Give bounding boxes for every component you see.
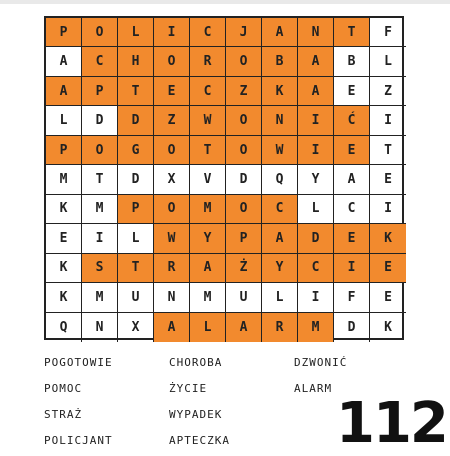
- grid-cell[interactable]: W: [190, 106, 226, 135]
- word-list-item: CHOROBA: [169, 356, 223, 369]
- grid-cell[interactable]: P: [118, 195, 154, 224]
- grid-cell[interactable]: P: [46, 136, 82, 165]
- grid-cell[interactable]: K: [384, 319, 392, 335]
- grid-cell[interactable]: W: [154, 224, 190, 253]
- grid-cell[interactable]: P: [46, 18, 82, 47]
- grid-cell[interactable]: C: [298, 254, 334, 283]
- grid-cell[interactable]: Y: [298, 165, 334, 194]
- grid-cell[interactable]: A: [298, 47, 334, 76]
- grid-cell[interactable]: E: [334, 224, 370, 253]
- word-list-item: APTECZKA: [169, 434, 230, 447]
- word-list-item: ALARM: [294, 382, 333, 395]
- grid-cell[interactable]: I: [298, 136, 334, 165]
- grid-cell[interactable]: Z: [154, 106, 190, 135]
- grid-cell[interactable]: I: [370, 195, 406, 224]
- grid-cell[interactable]: S: [82, 254, 118, 283]
- grid-cell[interactable]: T: [334, 18, 370, 47]
- grid-cell[interactable]: K: [46, 254, 82, 283]
- grid-cell[interactable]: N: [262, 106, 298, 135]
- grid-cell[interactable]: K: [262, 77, 298, 106]
- grid-cell[interactable]: J: [226, 18, 262, 47]
- grid-cell[interactable]: Ż: [226, 254, 262, 283]
- grid-cell[interactable]: M: [82, 283, 118, 312]
- grid-cell[interactable]: X: [154, 165, 190, 194]
- grid-cell[interactable]: R: [154, 254, 190, 283]
- grid-cell[interactable]: Ć: [334, 106, 370, 135]
- grid-cell[interactable]: K: [370, 224, 406, 253]
- grid-cell[interactable]: A: [298, 77, 334, 106]
- emergency-number: 112: [336, 391, 447, 456]
- grid-cell[interactable]: C: [190, 77, 226, 106]
- grid-cell[interactable]: D: [118, 106, 154, 135]
- grid-cell[interactable]: Y: [190, 224, 226, 253]
- grid-cell[interactable]: T: [118, 77, 154, 106]
- grid-cell[interactable]: H: [118, 47, 154, 76]
- grid-cell[interactable]: R: [190, 47, 226, 76]
- grid-cell[interactable]: T: [82, 165, 118, 194]
- grid-cell[interactable]: A: [262, 224, 298, 253]
- grid-cell[interactable]: E: [370, 254, 406, 283]
- grid-cell[interactable]: G: [118, 136, 154, 165]
- grid-cell[interactable]: Y: [262, 254, 298, 283]
- grid-cell[interactable]: P: [226, 224, 262, 253]
- grid-cell[interactable]: L: [262, 283, 298, 312]
- top-bar: [0, 0, 450, 4]
- grid-cell[interactable]: E: [334, 136, 370, 165]
- grid-cell[interactable]: D: [118, 165, 154, 194]
- grid-cell[interactable]: A: [46, 47, 82, 76]
- grid-cell[interactable]: L: [118, 224, 154, 253]
- word-list-item: WYPADEK: [169, 408, 223, 421]
- grid-cell[interactable]: B: [334, 47, 370, 76]
- word-list-item: STRAŻ: [44, 408, 83, 421]
- grid-cell[interactable]: C: [190, 18, 226, 47]
- grid-cell[interactable]: I: [82, 224, 118, 253]
- grid-cell[interactable]: D: [334, 313, 370, 342]
- grid-cell[interactable]: L: [370, 47, 406, 76]
- grid-cell[interactable]: I: [154, 18, 190, 47]
- grid-cell[interactable]: M: [46, 165, 82, 194]
- grid-cell[interactable]: M: [190, 195, 226, 224]
- grid-cell[interactable]: E: [46, 224, 82, 253]
- grid-cell[interactable]: I: [298, 283, 334, 312]
- grid-cell[interactable]: U: [118, 283, 154, 312]
- grid-cell[interactable]: E: [370, 283, 406, 312]
- grid-cell[interactable]: T: [190, 136, 226, 165]
- grid-cell[interactable]: X: [118, 313, 154, 342]
- grid-cell[interactable]: P: [82, 77, 118, 106]
- grid-cell[interactable]: I: [334, 254, 370, 283]
- grid-cell[interactable]: D: [226, 165, 262, 194]
- grid-cell[interactable]: M: [190, 283, 226, 312]
- grid-cell[interactable]: N: [154, 283, 190, 312]
- grid-cell[interactable]: U: [226, 283, 262, 312]
- grid-cell[interactable]: C: [262, 195, 298, 224]
- grid-cell[interactable]: Q: [262, 165, 298, 194]
- grid-cell[interactable]: A: [46, 77, 82, 106]
- word-list-item: POLICJANT: [44, 434, 113, 447]
- grid-cell[interactable]: F: [370, 18, 406, 47]
- grid-cell[interactable]: M: [298, 313, 334, 342]
- word-list: [44, 356, 348, 447]
- grid-cell[interactable]: O: [154, 136, 190, 165]
- grid-cell[interactable]: O: [226, 195, 262, 224]
- grid-cell[interactable]: N: [82, 313, 118, 342]
- grid-cell[interactable]: E: [154, 77, 190, 106]
- grid-cell[interactable]: W: [262, 136, 298, 165]
- grid-cell[interactable]: K: [46, 195, 82, 224]
- word-list-item: ŻYCIE: [169, 382, 208, 395]
- grid-cell[interactable]: O: [154, 47, 190, 76]
- grid-cell[interactable]: Z: [226, 77, 262, 106]
- grid-cell[interactable]: A: [262, 18, 298, 47]
- grid-cell[interactable]: F: [334, 283, 370, 312]
- grid-cell[interactable]: A: [334, 165, 370, 194]
- grid-cell[interactable]: M: [82, 195, 118, 224]
- grid-cell[interactable]: O: [82, 136, 118, 165]
- grid-cell[interactable]: L: [190, 313, 226, 342]
- grid-cell[interactable]: T: [118, 254, 154, 283]
- grid-cell[interactable]: L: [118, 18, 154, 47]
- grid-cell[interactable]: L: [46, 106, 82, 135]
- grid-cell[interactable]: D: [298, 224, 334, 253]
- grid-cell[interactable]: R: [262, 313, 298, 342]
- grid-cell[interactable]: D: [82, 106, 118, 135]
- grid-cell[interactable]: T: [370, 136, 406, 165]
- grid-cell[interactable]: O: [226, 106, 262, 135]
- grid-cell[interactable]: E: [334, 77, 370, 106]
- grid-cell[interactable]: A: [154, 313, 190, 342]
- grid-cell[interactable]: A: [190, 254, 226, 283]
- grid-cell[interactable]: L: [298, 195, 334, 224]
- word-list-item: POMOC: [44, 382, 83, 395]
- grid-cell[interactable]: V: [190, 165, 226, 194]
- grid-cell[interactable]: O: [82, 18, 118, 47]
- grid-cell[interactable]: E: [370, 165, 406, 194]
- grid-cell[interactable]: A: [226, 313, 262, 342]
- grid-cell[interactable]: I: [370, 106, 406, 135]
- grid-cell[interactable]: K: [46, 283, 82, 312]
- grid-cell[interactable]: O: [226, 47, 262, 76]
- grid-cell[interactable]: O: [226, 136, 262, 165]
- grid-cell[interactable]: Z: [370, 77, 406, 106]
- word-search-grid: [44, 16, 404, 340]
- grid-cell[interactable]: I: [298, 106, 334, 135]
- grid-cell[interactable]: C: [82, 47, 118, 76]
- grid-cell[interactable]: C: [334, 195, 370, 224]
- word-list-item: POGOTOWIE: [44, 356, 113, 369]
- word-list-item: DZWONIĆ: [294, 356, 348, 369]
- grid-cell[interactable]: O: [154, 195, 190, 224]
- grid-cell[interactable]: B: [262, 47, 298, 76]
- grid-cell[interactable]: Q: [46, 313, 82, 342]
- grid-cell[interactable]: N: [298, 18, 334, 47]
